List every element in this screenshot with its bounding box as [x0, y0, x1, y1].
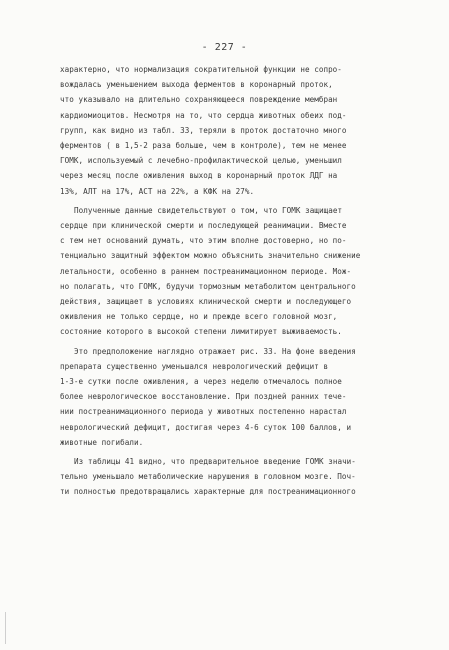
text-line: Полученные данные свидетельствуют о том, что ГОМК защищает	[74, 205, 343, 215]
text-line: ти полностью предотвращались характерные для постреанимационного	[60, 487, 356, 497]
text-line: 13%, АЛТ на 17%, АСТ на 22%, а КФК на 27%.	[60, 186, 255, 196]
text-line: через месяц после оживления выход в коронарный проток ЛДГ на	[60, 171, 338, 181]
paragraph	[60, 454, 432, 500]
text-line: с тем нет оснований думать, что этим вполне достоверно, но по-	[60, 236, 347, 246]
text-line: кардиомиоцитов. Несмотря на то, что сердца животных обеих под-	[60, 110, 347, 120]
paragraph	[60, 62, 432, 199]
text-line: тельно уменьшало метаболические нарушения в головном мозге. Поч-	[60, 472, 356, 482]
text-line: характерно, что нормализация сократительной функции не сопро-	[60, 65, 342, 74]
text-line: животные погибали.	[60, 437, 144, 447]
paragraph	[60, 344, 432, 450]
text-line: Это предположение наглядно отражает рис. 33. На фоне введения	[74, 346, 356, 356]
paragraph	[60, 203, 432, 340]
scan-edge-mark	[5, 612, 6, 644]
text-line: ГОМК, используемый с лечебно-профилактической целью, уменьшил	[60, 156, 342, 166]
text-line: тенциально защитный эффектом можно объяснить значительно снижение	[60, 251, 361, 261]
body-text	[60, 62, 432, 500]
text-line: нии постреанимационного периода у животных постепенно нарастал	[60, 407, 347, 417]
text-line: летальности, особенно в раннем постреанимационном периоде. Мож-	[60, 266, 352, 276]
text-line: групп, как видно из табл. 33, теряли в проток достаточно много	[60, 125, 347, 135]
text-line: вождалась уменьшением выхода ферментов в коронарный проток,	[60, 80, 333, 90]
text-line: оживления не только сердце, но и прежде всего головной мозг,	[60, 312, 338, 322]
text-line: состояние которого в высокой степени лимитирует выживаемость.	[60, 327, 342, 337]
page-number: - 227 -	[201, 42, 248, 53]
text-line: препарата существенно уменьшался неврологический дефицит в	[60, 361, 329, 371]
text-line: действия, защищает в условиях клинической смерти и последующего	[60, 297, 352, 307]
text-line: 1-3-е сутки после оживления, а через неделю отмечалось полное	[60, 377, 342, 387]
text-line: более неврологическое восстановление. При поздней ранних тече-	[60, 392, 347, 402]
text-line: Из таблицы 41 видно, что предварительное введение ГОМК значи-	[74, 457, 356, 467]
text-line: ферментов ( в 1,5-2 раза больше, чем в контроле), тем не менее	[60, 141, 347, 151]
text-line: что указывало на длительно сохраняющееся повреждение мембран	[60, 95, 338, 105]
text-line: неврологический дефицит, достигая через 4-6 суток 100 баллов, и	[60, 422, 352, 432]
text-line: но полагать, что ГОМК, будучи тормозным метаболитом центрального	[60, 281, 356, 291]
text-line: сердце при клинической смерти и последующей реанимации. Вместе	[60, 221, 347, 231]
